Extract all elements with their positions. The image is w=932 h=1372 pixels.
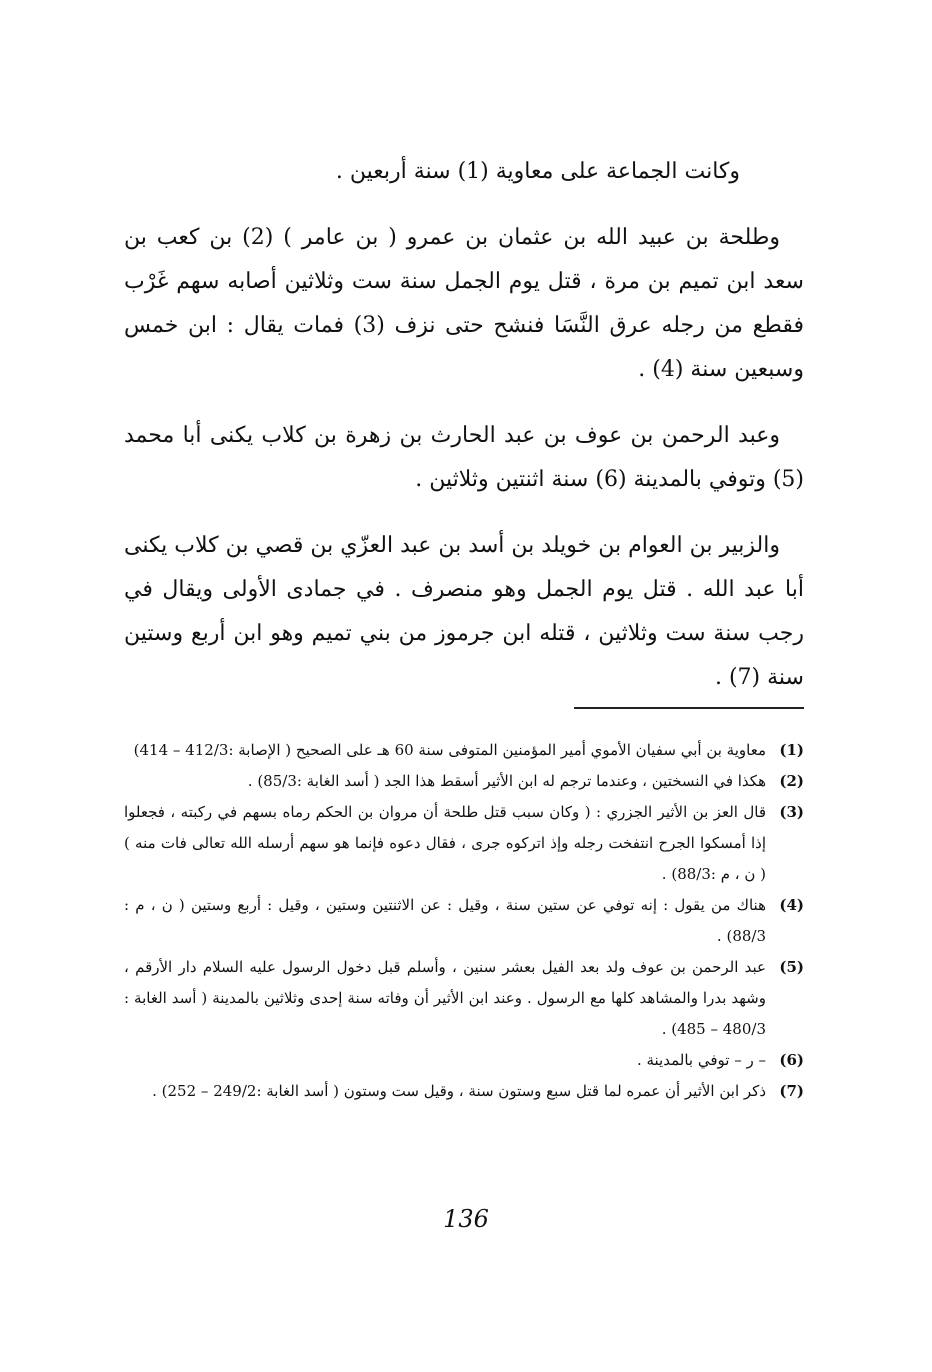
footnote-text: – ر – توفي بالمدينة .: [636, 1051, 766, 1069]
footnote: [124, 890, 804, 952]
footnote-divider: [574, 707, 804, 709]
paragraph-zubayr: والزبير بن العوام بن خويلد بن أسد بن عبد العزّي بن قصي بن كلاب يكنى أبا عبد الله . قتل يوم الجمل وهو منصرف . في جمادى الأولى ويقال في رجب سنة ست وثلاثين ، قتله ابن جرموز من بني تميم وهو ابن أربع وستين سنة (7) .: [124, 533, 804, 690]
footnote-number: (3): [779, 803, 804, 821]
footnote-number: (6): [779, 1051, 804, 1069]
footnote: [124, 952, 804, 1045]
footnote-text: معاوية بن أبي سفيان الأموي أمير المؤمنين المتوفى سنة 60 هـ على الصحيح ( الإصابة :412/3 – 414): [133, 741, 766, 759]
footnote: [124, 797, 804, 890]
page-number: 136: [443, 1205, 489, 1233]
footnote: [124, 766, 804, 797]
footnote-number: (7): [779, 1082, 804, 1100]
footnote-text: هكذا في النسختين ، وعندما ترجم له ابن الأثير أسقط هذا الجد ( أسد الغابة :85/3) .: [247, 772, 766, 790]
footnote: [124, 1076, 804, 1107]
footnote-text: هناك من يقول : إنه توفي عن ستين سنة ، وقيل : عن الاثنتين وستين ، وقيل : أربع وستين ( ن ، م : 88/3) .: [124, 896, 766, 945]
footnote-text: عبد الرحمن بن عوف ولد بعد الفيل بعشر سنين ، وأسلم قبل دخول الرسول عليه السلام دار الأرقم ، وشهد بدرا والمشاهد كلها مع الرسول . وعند ابن الأثير أن وفاته سنة إحدى وثلاثين بالمدينة ( أسد الغابة : 480/3 – 485) .: [124, 958, 766, 1038]
main-text: [124, 150, 804, 722]
footnote: [124, 735, 804, 766]
paragraph-abdulrahman: وعبد الرحمن بن عوف بن عبد الحارث بن زهرة بن كلاب يكنى أبا محمد (5) وتوفي بالمدينة (6) سنة اثنتين وثلاثين .: [124, 423, 804, 492]
footnote-text: ذكر ابن الأثير أن عمره لما قتل سبع وستون سنة ، وقيل ست وستون ( أسد الغابة :249/2 – 252) .: [152, 1082, 766, 1100]
footnotes: [124, 735, 804, 1107]
paragraph-muawiya: وكانت الجماعة على معاوية (1) سنة أربعين .: [335, 159, 740, 184]
footnote-number: (2): [779, 772, 804, 790]
footnote-number: (4): [779, 896, 804, 914]
footnote-number: (1): [779, 741, 804, 759]
footnote-number: (5): [779, 958, 804, 976]
footnote: [124, 1045, 804, 1076]
footnote-text: قال العز بن الأثير الجزري : ( وكان سبب قتل طلحة أن مروان بن الحكم رماه بسهم في ركبته ، فجعلوا إذا أمسكوا الجرح انتفخت رجله وإذ اتركوه جرى ، فقال دعوه فإنما هو سهم أرسله الله تعالى فات منه ) ( ن ، م :88/3) .: [124, 803, 766, 883]
paragraph-talha: وطلحة بن عبيد الله بن عثمان بن عمرو ( بن عامر ) (2) بن كعب بن سعد ابن تميم بن مرة ، قتل يوم الجمل سنة ست وثلاثين أصابه سهم غَرْب فقطع من رجله عرق النَّسَا فنشح حتى نزف (3) فمات يقال : ابن خمس وسبعين سنة (4) .: [124, 225, 804, 382]
